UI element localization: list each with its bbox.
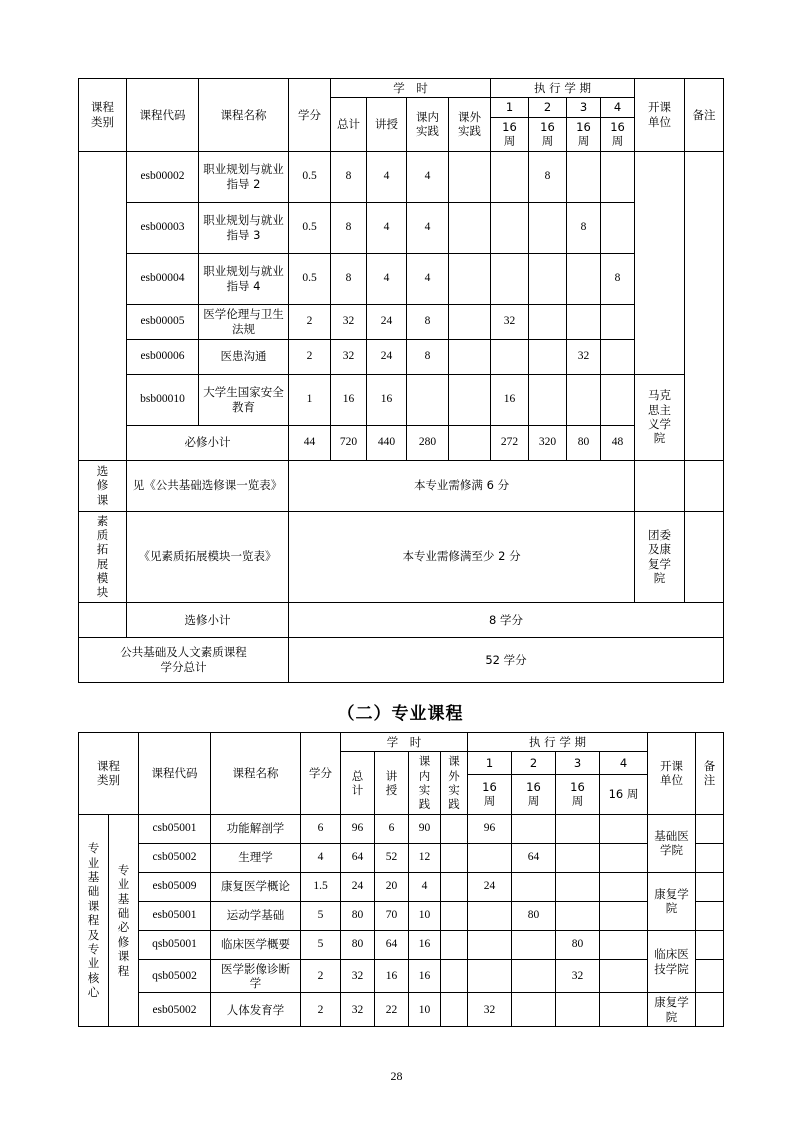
cell-lecture: 20 bbox=[375, 872, 409, 901]
table-row bbox=[79, 959, 724, 993]
header-course-type: 课程 类别 bbox=[79, 79, 127, 152]
header-department: 开课 单位 bbox=[635, 79, 685, 152]
cell-term-1: 32 bbox=[491, 304, 529, 339]
cell-term-1: 32 bbox=[468, 993, 512, 1027]
cell-quality-content: 本专业需修满至少 2 分 bbox=[289, 511, 635, 602]
cell-remark bbox=[696, 901, 724, 930]
cell-term-1: 16 bbox=[491, 374, 529, 425]
cell-term-1 bbox=[468, 843, 512, 872]
cell-term-2 bbox=[512, 930, 556, 959]
elective-subtotal-row bbox=[79, 602, 724, 637]
cell-course-code: esb00004 bbox=[127, 253, 199, 304]
cell-term-1 bbox=[491, 339, 529, 374]
cell-term-1 bbox=[491, 253, 529, 304]
header-total: 总计 bbox=[331, 98, 367, 151]
cell-subgroup-label: 专 业 基 础 必 修 课 程 bbox=[109, 814, 139, 1027]
cell-course-code: csb05001 bbox=[139, 814, 211, 843]
header-weeks-1: 16 周 bbox=[491, 117, 529, 151]
cell-lecture: 16 bbox=[367, 374, 407, 425]
header-weeks-4: 16 周 bbox=[600, 774, 648, 814]
cell-in-practice: 8 bbox=[407, 304, 449, 339]
table-row bbox=[79, 901, 724, 930]
cell-term-3 bbox=[567, 253, 601, 304]
cell-credits: 44 bbox=[289, 425, 331, 460]
header-hours-group: 学 时 bbox=[341, 732, 468, 751]
header-in-class-practice: 课 内 实 践 bbox=[409, 752, 441, 815]
header-course-name: 课程名称 bbox=[199, 79, 289, 152]
header-course-type: 课程 类别 bbox=[79, 732, 139, 814]
cell-quality-code: 《见素质拓展模块一览表》 bbox=[127, 511, 289, 602]
cell-quality-remark bbox=[685, 511, 724, 602]
header-weeks-2: 16 周 bbox=[512, 774, 556, 814]
header-weeks-4: 16 周 bbox=[601, 117, 635, 151]
cell-course-name: 职业规划与就业指导 2 bbox=[199, 151, 289, 202]
cell-out-practice bbox=[441, 814, 468, 843]
cell-term-2: 8 bbox=[529, 151, 567, 202]
cell-lecture: 64 bbox=[375, 930, 409, 959]
cell-credits: 2 bbox=[289, 339, 331, 374]
cell-lecture: 52 bbox=[375, 843, 409, 872]
table-row bbox=[79, 202, 724, 253]
cell-course-name: 职业规划与就业指导 3 bbox=[199, 202, 289, 253]
professional-courses-table bbox=[78, 732, 724, 1027]
cell-course-name: 临床医学概要 bbox=[211, 930, 301, 959]
cell-department: 马克 思主 义学 院 bbox=[635, 374, 685, 460]
table-header-row bbox=[79, 79, 724, 98]
cell-term-1 bbox=[468, 959, 512, 993]
cell-quality-department: 团委 及康 复学 院 bbox=[635, 511, 685, 602]
cell-course-code: qsb05002 bbox=[139, 959, 211, 993]
cell-term-3 bbox=[556, 872, 600, 901]
cell-term-4 bbox=[601, 339, 635, 374]
cell-out-practice bbox=[449, 425, 491, 460]
header-course-code: 课程代码 bbox=[139, 732, 211, 814]
cell-course-name: 运动学基础 bbox=[211, 901, 301, 930]
cell-out-practice bbox=[449, 374, 491, 425]
cell-remark-blank bbox=[685, 151, 724, 460]
header-term-1: 1 bbox=[491, 98, 529, 117]
cell-lecture: 24 bbox=[367, 339, 407, 374]
cell-total: 64 bbox=[341, 843, 375, 872]
cell-lecture: 70 bbox=[375, 901, 409, 930]
cell-term-3 bbox=[567, 151, 601, 202]
cell-term-1: 96 bbox=[468, 814, 512, 843]
cell-term-4 bbox=[601, 304, 635, 339]
cell-course-code: esb00005 bbox=[127, 304, 199, 339]
header-term-2: 2 bbox=[512, 752, 556, 775]
cell-department: 基础医 学院 bbox=[648, 814, 696, 872]
header-term-3: 3 bbox=[567, 98, 601, 117]
cell-total: 96 bbox=[341, 814, 375, 843]
section-title: （二）专业课程 bbox=[337, 703, 464, 724]
cell-lecture: 4 bbox=[367, 151, 407, 202]
cell-term-1: 272 bbox=[491, 425, 529, 460]
cell-term-2 bbox=[512, 993, 556, 1027]
cell-out-practice bbox=[441, 901, 468, 930]
header-lecture: 讲 授 bbox=[375, 752, 409, 815]
header-term-group: 执 行 学 期 bbox=[468, 732, 648, 751]
cell-elective-department bbox=[635, 460, 685, 511]
cell-out-practice bbox=[441, 993, 468, 1027]
cell-credits: 5 bbox=[301, 901, 341, 930]
cell-term-3: 32 bbox=[567, 339, 601, 374]
cell-in-practice: 12 bbox=[409, 843, 441, 872]
cell-total: 80 bbox=[341, 901, 375, 930]
cell-out-practice bbox=[449, 304, 491, 339]
cell-blank bbox=[79, 602, 127, 637]
cell-term-2 bbox=[529, 202, 567, 253]
cell-grand-total-value: 52 学分 bbox=[289, 637, 724, 682]
cell-term-3 bbox=[567, 304, 601, 339]
header-credits: 学分 bbox=[289, 79, 331, 152]
cell-remark bbox=[696, 872, 724, 901]
cell-total: 16 bbox=[331, 374, 367, 425]
header-course-name: 课程名称 bbox=[211, 732, 301, 814]
cell-total: 80 bbox=[341, 930, 375, 959]
table-row bbox=[79, 872, 724, 901]
cell-course-code: esb05009 bbox=[139, 872, 211, 901]
cell-total: 24 bbox=[341, 872, 375, 901]
table-row bbox=[79, 151, 724, 202]
cell-out-practice bbox=[449, 339, 491, 374]
cell-elective-remark bbox=[685, 460, 724, 511]
required-subtotal-row bbox=[79, 425, 724, 460]
cell-term-4 bbox=[600, 993, 648, 1027]
cell-elective-content: 本专业需修满 6 分 bbox=[289, 460, 635, 511]
cell-in-practice: 10 bbox=[409, 993, 441, 1027]
cell-lecture: 24 bbox=[367, 304, 407, 339]
cell-required-subtotal-label: 必修小计 bbox=[127, 425, 289, 460]
cell-out-practice bbox=[441, 872, 468, 901]
quality-module-row bbox=[79, 511, 724, 602]
cell-quality-type: 素 质 拓 展 模 块 bbox=[79, 511, 127, 602]
header-weeks-2: 16 周 bbox=[529, 117, 567, 151]
cell-credits: 2 bbox=[289, 304, 331, 339]
cell-total: 720 bbox=[331, 425, 367, 460]
cell-term-2: 64 bbox=[512, 843, 556, 872]
cell-course-code: qsb05001 bbox=[139, 930, 211, 959]
cell-term-4 bbox=[601, 202, 635, 253]
cell-term-4: 8 bbox=[601, 253, 635, 304]
cell-in-practice: 8 bbox=[407, 339, 449, 374]
cell-credits: 0.5 bbox=[289, 253, 331, 304]
cell-term-4 bbox=[600, 814, 648, 843]
cell-in-practice: 4 bbox=[407, 202, 449, 253]
header-term-group: 执 行 学 期 bbox=[491, 79, 635, 98]
cell-elective-type: 选 修 课 bbox=[79, 460, 127, 511]
cell-term-3 bbox=[556, 843, 600, 872]
table-row bbox=[79, 814, 724, 843]
cell-total: 32 bbox=[341, 993, 375, 1027]
cell-term-3: 80 bbox=[556, 930, 600, 959]
cell-in-practice: 90 bbox=[409, 814, 441, 843]
header-total: 总 计 bbox=[341, 752, 375, 815]
cell-course-code: esb05002 bbox=[139, 993, 211, 1027]
cell-lecture: 4 bbox=[367, 202, 407, 253]
cell-credits: 6 bbox=[301, 814, 341, 843]
table-row bbox=[79, 993, 724, 1027]
cell-in-practice: 280 bbox=[407, 425, 449, 460]
cell-in-practice: 4 bbox=[409, 872, 441, 901]
cell-term-2 bbox=[512, 872, 556, 901]
header-term-4: 4 bbox=[601, 98, 635, 117]
cell-course-name: 生理学 bbox=[211, 843, 301, 872]
cell-in-practice: 16 bbox=[409, 930, 441, 959]
cell-course-name: 职业规划与就业指导 4 bbox=[199, 253, 289, 304]
cell-course-name: 人体发育学 bbox=[211, 993, 301, 1027]
cell-grand-total-label: 公共基础及人文素质课程 学分总计 bbox=[79, 637, 289, 682]
cell-course-code: esb05001 bbox=[139, 901, 211, 930]
cell-credits: 1 bbox=[289, 374, 331, 425]
cell-department-blank bbox=[635, 151, 685, 374]
cell-credits: 4 bbox=[301, 843, 341, 872]
cell-course-name: 康复医学概论 bbox=[211, 872, 301, 901]
cell-department: 临床医 技学院 bbox=[648, 930, 696, 993]
cell-term-1: 24 bbox=[468, 872, 512, 901]
cell-credits: 2 bbox=[301, 993, 341, 1027]
header-department: 开课 单位 bbox=[648, 732, 696, 814]
cell-total: 8 bbox=[331, 202, 367, 253]
cell-total: 8 bbox=[331, 151, 367, 202]
cell-term-4 bbox=[600, 959, 648, 993]
header-weeks-3: 16 周 bbox=[567, 117, 601, 151]
cell-course-name: 医学伦理与卫生法规 bbox=[199, 304, 289, 339]
cell-lecture: 6 bbox=[375, 814, 409, 843]
cell-total: 32 bbox=[341, 959, 375, 993]
cell-remark bbox=[696, 814, 724, 843]
cell-elective-code: 见《公共基础选修课一览表》 bbox=[127, 460, 289, 511]
header-remark: 备注 bbox=[685, 79, 724, 152]
cell-term-4 bbox=[600, 843, 648, 872]
cell-out-practice bbox=[449, 253, 491, 304]
header-term-1: 1 bbox=[468, 752, 512, 775]
header-remark: 备 注 bbox=[696, 732, 724, 814]
cell-in-practice: 10 bbox=[409, 901, 441, 930]
table-row bbox=[79, 374, 724, 425]
table2-header-row bbox=[79, 732, 724, 751]
grand-total-row bbox=[79, 637, 724, 682]
row-course-type-blank bbox=[79, 151, 127, 460]
cell-term-3: 80 bbox=[567, 425, 601, 460]
cell-department: 康复学 院 bbox=[648, 993, 696, 1027]
cell-out-practice bbox=[449, 151, 491, 202]
cell-out-practice bbox=[441, 843, 468, 872]
cell-lecture: 22 bbox=[375, 993, 409, 1027]
cell-course-name: 医患沟通 bbox=[199, 339, 289, 374]
cell-term-3: 8 bbox=[567, 202, 601, 253]
cell-term-1 bbox=[468, 930, 512, 959]
cell-term-2 bbox=[529, 304, 567, 339]
table-row bbox=[79, 930, 724, 959]
header-term-2: 2 bbox=[529, 98, 567, 117]
header-out-class-practice: 课 外 实 践 bbox=[441, 752, 468, 815]
cell-lecture: 4 bbox=[367, 253, 407, 304]
cell-course-code: csb05002 bbox=[139, 843, 211, 872]
header-course-code: 课程代码 bbox=[127, 79, 199, 152]
cell-credits: 0.5 bbox=[289, 202, 331, 253]
cell-credits: 1.5 bbox=[301, 872, 341, 901]
cell-course-code: esb00002 bbox=[127, 151, 199, 202]
table-row bbox=[79, 843, 724, 872]
cell-course-name: 大学生国家安全教育 bbox=[199, 374, 289, 425]
table-row bbox=[79, 253, 724, 304]
cell-credits: 2 bbox=[301, 959, 341, 993]
cell-term-2 bbox=[529, 339, 567, 374]
cell-term-3: 32 bbox=[556, 959, 600, 993]
cell-term-3 bbox=[567, 374, 601, 425]
public-basic-courses-table bbox=[78, 78, 724, 683]
cell-in-practice bbox=[407, 374, 449, 425]
cell-term-4: 48 bbox=[601, 425, 635, 460]
elective-course-row bbox=[79, 460, 724, 511]
cell-term-2 bbox=[512, 814, 556, 843]
cell-term-1 bbox=[491, 202, 529, 253]
header-weeks-1: 16 周 bbox=[468, 774, 512, 814]
cell-group-label: 专 业 基 础 课 程 及 专 业 核 心 bbox=[79, 814, 109, 1027]
cell-total: 32 bbox=[331, 339, 367, 374]
cell-total: 32 bbox=[331, 304, 367, 339]
cell-term-1 bbox=[468, 901, 512, 930]
cell-in-practice: 4 bbox=[407, 253, 449, 304]
header-term-3: 3 bbox=[556, 752, 600, 775]
table-row bbox=[79, 304, 724, 339]
cell-remark bbox=[696, 930, 724, 959]
cell-term-4 bbox=[601, 374, 635, 425]
cell-credits: 0.5 bbox=[289, 151, 331, 202]
header-credits: 学分 bbox=[301, 732, 341, 814]
header-weeks-3: 16 周 bbox=[556, 774, 600, 814]
cell-in-practice: 4 bbox=[407, 151, 449, 202]
cell-term-3 bbox=[556, 814, 600, 843]
cell-out-practice bbox=[441, 930, 468, 959]
cell-total: 8 bbox=[331, 253, 367, 304]
cell-course-code: bsb00010 bbox=[127, 374, 199, 425]
header-in-class-practice: 课内 实践 bbox=[407, 98, 449, 151]
cell-remark bbox=[696, 959, 724, 993]
cell-course-code: esb00003 bbox=[127, 202, 199, 253]
cell-term-4 bbox=[600, 872, 648, 901]
table-row bbox=[79, 339, 724, 374]
cell-term-1 bbox=[491, 151, 529, 202]
cell-lecture: 16 bbox=[375, 959, 409, 993]
cell-remark bbox=[696, 843, 724, 872]
cell-term-4 bbox=[600, 901, 648, 930]
cell-term-2 bbox=[529, 374, 567, 425]
cell-credits: 5 bbox=[301, 930, 341, 959]
cell-lecture: 440 bbox=[367, 425, 407, 460]
cell-term-2 bbox=[512, 959, 556, 993]
cell-term-2: 80 bbox=[512, 901, 556, 930]
cell-elective-subtotal-value: 8 学分 bbox=[289, 602, 724, 637]
cell-term-4 bbox=[601, 151, 635, 202]
header-term-4: 4 bbox=[600, 752, 648, 775]
cell-term-3 bbox=[556, 993, 600, 1027]
cell-course-code: esb00006 bbox=[127, 339, 199, 374]
cell-out-practice bbox=[449, 202, 491, 253]
cell-term-3 bbox=[556, 901, 600, 930]
header-hours-group: 学 时 bbox=[331, 79, 491, 98]
cell-term-2: 320 bbox=[529, 425, 567, 460]
header-lecture: 讲授 bbox=[367, 98, 407, 151]
cell-course-name: 功能解剖学 bbox=[211, 814, 301, 843]
cell-course-name: 医学影像诊断 学 bbox=[211, 959, 301, 993]
cell-remark bbox=[696, 993, 724, 1027]
header-out-class-practice: 课外 实践 bbox=[449, 98, 491, 151]
cell-term-2 bbox=[529, 253, 567, 304]
cell-term-4 bbox=[600, 930, 648, 959]
page-number: 28 bbox=[390, 1069, 403, 1083]
cell-elective-subtotal-label: 选修小计 bbox=[127, 602, 289, 637]
cell-out-practice bbox=[441, 959, 468, 993]
cell-department: 康复学 院 bbox=[648, 872, 696, 930]
cell-in-practice: 16 bbox=[409, 959, 441, 993]
